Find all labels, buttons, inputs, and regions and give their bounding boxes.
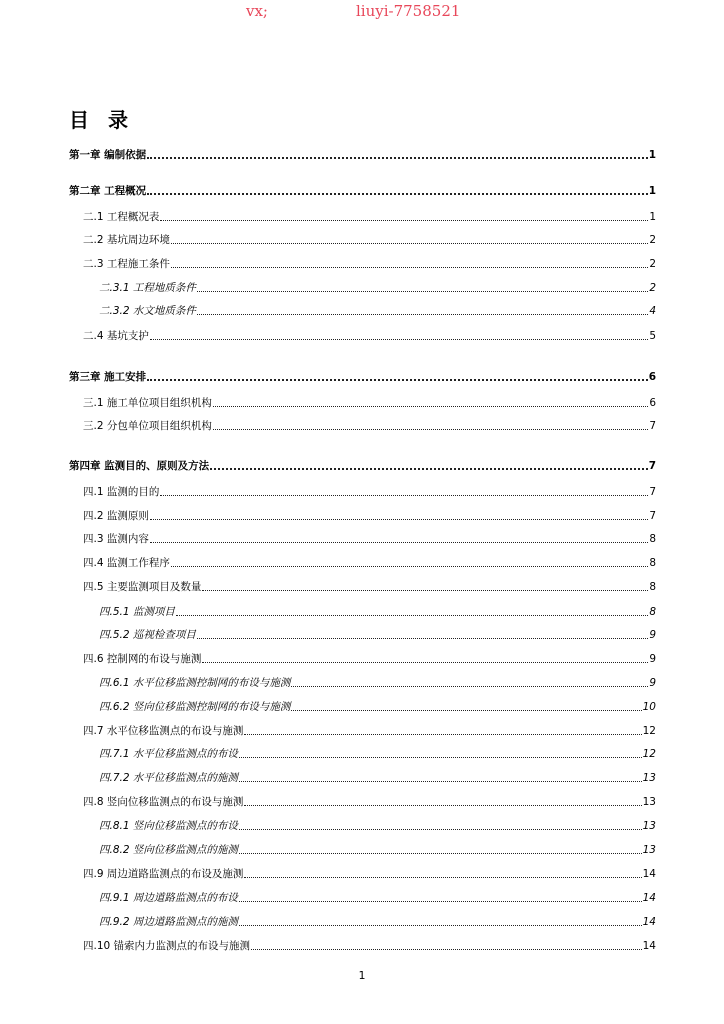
- toc-leader-dots: [239, 901, 642, 902]
- toc-entry[interactable]: [83, 255, 656, 271]
- toc-entry-page: 13: [642, 772, 656, 784]
- toc-entry[interactable]: [99, 841, 656, 857]
- toc-entry-page: 1: [648, 185, 656, 197]
- toc-entry-label: 第四章 监测目的、原则及方法: [69, 460, 210, 472]
- toc-entry-page: 8: [649, 581, 656, 593]
- toc-leader-dots: [197, 638, 648, 639]
- toc-entry-page: 9: [649, 653, 656, 665]
- toc-entry-page: 7: [649, 420, 656, 432]
- toc-entry-label: 四.6 控制网的布设与施测: [83, 653, 202, 665]
- toc-leader-dots: [239, 853, 642, 854]
- toc-entry-page: 8: [649, 557, 656, 569]
- toc-entry-page: 8: [649, 533, 656, 545]
- toc-entry[interactable]: [83, 417, 656, 433]
- toc-entry-label: 四.8 竖向位移监测点的布设与施测: [83, 796, 244, 808]
- toc-entry-label: 二.1 工程概况表: [83, 211, 160, 223]
- toc-entry[interactable]: [99, 745, 656, 761]
- toc-title-char-2: 录: [108, 108, 128, 132]
- toc-leader-dots: [147, 193, 648, 195]
- toc-entry[interactable]: [83, 937, 656, 953]
- toc-entry[interactable]: [83, 394, 656, 410]
- toc-leader-dots: [244, 805, 641, 806]
- toc-leader-dots: [171, 566, 648, 567]
- toc-entry-label: 四.9.1 周边道路监测点的布设: [99, 892, 238, 904]
- toc-entry-page: 14: [642, 916, 656, 928]
- toc-leader-dots: [239, 925, 642, 926]
- toc-entry[interactable]: [99, 674, 656, 690]
- toc-entry[interactable]: [99, 603, 656, 619]
- toc-leader-dots: [171, 243, 648, 244]
- toc-entry[interactable]: [83, 865, 656, 881]
- toc-entry-label: 四.5.2 巡视检查项目: [99, 629, 196, 641]
- toc-entry-page: 14: [642, 940, 656, 952]
- toc-entry-page: 13: [642, 820, 656, 832]
- toc-leader-dots: [291, 686, 648, 687]
- toc-entry-page: 1: [648, 149, 656, 161]
- toc-entry[interactable]: [99, 302, 656, 318]
- toc-leader-dots: [147, 157, 648, 159]
- toc-entry-page: 2: [649, 234, 656, 246]
- toc-entry[interactable]: [83, 722, 656, 738]
- toc-leader-dots: [150, 519, 648, 520]
- toc-entry[interactable]: [99, 279, 656, 295]
- toc-leader-dots: [147, 379, 648, 381]
- toc-leader-dots: [160, 220, 648, 221]
- toc-entry-label: 四.5.1 监测项目: [99, 606, 175, 618]
- toc-leader-dots: [213, 406, 648, 407]
- toc-entry-label: 二.4 基坑支护: [83, 330, 149, 342]
- toc-entry-label: 四.8.1 竖向位移监测点的布设: [99, 820, 238, 832]
- toc-entry-page: 6: [648, 371, 656, 383]
- toc-entry[interactable]: [83, 793, 656, 809]
- toc-entry-label: 四.6.2 竖向位移监测控制网的布设与施测: [99, 701, 291, 713]
- toc-entry-page: 14: [642, 868, 656, 880]
- toc-entry-label: 四.1 监测的目的: [83, 486, 160, 498]
- page-number: 1: [358, 969, 366, 982]
- toc-leader-dots: [202, 662, 648, 663]
- toc-leader-dots: [239, 757, 642, 758]
- toc-leader-dots: [213, 429, 648, 430]
- toc-entry[interactable]: [69, 457, 656, 473]
- toc-entry-page: 8: [649, 606, 656, 618]
- toc-entry[interactable]: [83, 530, 656, 546]
- toc-leader-dots: [150, 339, 648, 340]
- toc-entry-label: 四.6.1 水平位移监测控制网的布设与施测: [99, 677, 291, 689]
- toc-entry[interactable]: [99, 698, 656, 714]
- toc-leader-dots: [150, 542, 648, 543]
- toc-leader-dots: [202, 590, 648, 591]
- toc-leader-dots: [251, 949, 642, 950]
- toc-entry[interactable]: [83, 507, 656, 523]
- toc-entry-label: 三.1 施工单位项目组织机构: [83, 397, 212, 409]
- toc-entry[interactable]: [83, 650, 656, 666]
- toc-entry-label: 四.9.2 周边道路监测点的施测: [99, 916, 238, 928]
- toc-entry-label: 四.5 主要监测项目及数量: [83, 581, 202, 593]
- toc-entry[interactable]: [99, 889, 656, 905]
- toc-entry[interactable]: [69, 368, 656, 384]
- toc-entry-page: 10: [642, 701, 656, 713]
- toc-entry-label: 三.2 分包单位项目组织机构: [83, 420, 212, 432]
- toc-entry[interactable]: [99, 817, 656, 833]
- toc-entry-label: 四.9 周边道路监测点的布设及施测: [83, 868, 244, 880]
- toc-entry[interactable]: [99, 769, 656, 785]
- header-note-left: vx;: [246, 2, 268, 20]
- toc-leader-dots: [197, 291, 648, 292]
- toc-title-char-1: 目: [69, 108, 89, 132]
- toc-entry-page: 9: [649, 629, 656, 641]
- toc-leader-dots: [210, 468, 648, 470]
- toc-entry-label: 四.3 监测内容: [83, 533, 149, 545]
- toc-entry-label: 二.3.2 水文地质条件: [99, 305, 196, 317]
- toc-entry-page: 2: [649, 282, 656, 294]
- toc-entry-page: 7: [649, 510, 656, 522]
- toc-entry[interactable]: [83, 208, 656, 224]
- toc-entry[interactable]: [83, 231, 656, 247]
- toc-entry-label: 四.10 锚索内力监测点的布设与施测: [83, 940, 251, 952]
- toc-entry-page: 14: [642, 892, 656, 904]
- toc-leader-dots: [244, 877, 641, 878]
- toc-entry-label: 四.8.2 竖向位移监测点的施测: [99, 844, 238, 856]
- toc-entry-page: 7: [649, 486, 656, 498]
- toc-entry[interactable]: [69, 182, 656, 198]
- header-note-right: liuyi-7758521: [356, 2, 461, 20]
- toc-entry[interactable]: [83, 483, 656, 499]
- toc-entry-page: 12: [642, 725, 656, 737]
- toc-entry-label: 第二章 工程概况: [69, 185, 147, 197]
- toc-entry[interactable]: [99, 913, 656, 929]
- toc-entry-label: 第一章 编制依据: [69, 149, 147, 161]
- toc-entry-page: 12: [642, 748, 656, 760]
- toc-entry-page: 9: [649, 677, 656, 689]
- toc-leader-dots: [171, 267, 648, 268]
- toc-leader-dots: [160, 495, 648, 496]
- toc-entry-label: 四.7.2 水平位移监测点的施测: [99, 772, 238, 784]
- toc-entry-page: 1: [649, 211, 656, 223]
- toc-entry-page: 2: [649, 258, 656, 270]
- toc-entry-label: 四.4 监测工作程序: [83, 557, 170, 569]
- toc-entry-page: 5: [649, 330, 656, 342]
- toc-entry[interactable]: [83, 578, 656, 594]
- toc-entry-label: 二.3 工程施工条件: [83, 258, 170, 270]
- toc-entry-page: 13: [642, 796, 656, 808]
- toc-entry-label: 二.3.1 工程地质条件: [99, 282, 196, 294]
- toc-entry[interactable]: [69, 146, 656, 162]
- toc-entry-label: 四.7.1 水平位移监测点的布设: [99, 748, 238, 760]
- toc-entry-page: 6: [649, 397, 656, 409]
- toc-entry[interactable]: [83, 327, 656, 343]
- toc-entry-label: 第三章 施工安排: [69, 371, 147, 383]
- toc-leader-dots: [239, 781, 642, 782]
- toc-entry-label: 四.7 水平位移监测点的布设与施测: [83, 725, 244, 737]
- toc-leader-dots: [244, 734, 641, 735]
- toc-entry[interactable]: [99, 626, 656, 642]
- toc-entry-label: 四.2 监测原则: [83, 510, 149, 522]
- toc-leader-dots: [239, 829, 642, 830]
- toc-entry-page: 7: [648, 460, 656, 472]
- toc-entry-page: 4: [649, 305, 656, 317]
- toc-leader-dots: [291, 710, 641, 711]
- toc-entry[interactable]: [83, 554, 656, 570]
- toc-leader-dots: [197, 314, 648, 315]
- toc-leader-dots: [176, 615, 648, 616]
- toc-entry-label: 二.2 基坑周边环境: [83, 234, 170, 246]
- toc-entry-page: 13: [642, 844, 656, 856]
